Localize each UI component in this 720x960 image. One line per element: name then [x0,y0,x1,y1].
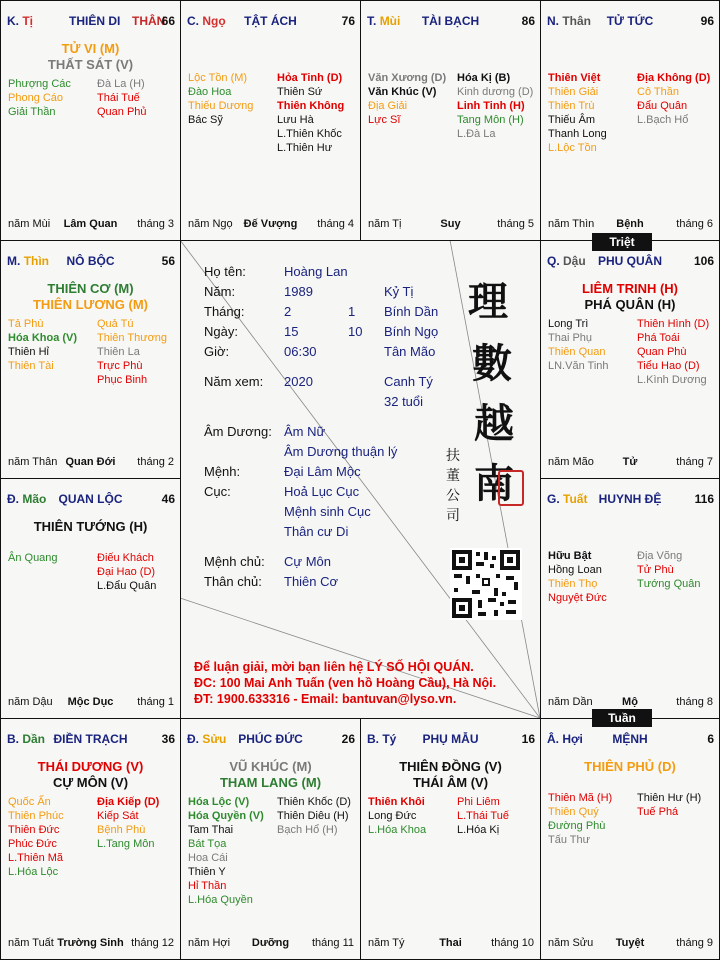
palace-name: PHU QUÂN [597,254,662,268]
minor-stars-left [188,71,253,127]
minor-star: Phượng Các [8,78,71,90]
major-stars [1,41,180,73]
am-duong-value: Âm Nữ [284,424,326,439]
minor-star: Thiên Trù [548,100,595,112]
palace-month: tháng 10 [491,937,534,949]
palace-branch [7,14,33,28]
ngay-am-value: 10 [348,324,363,339]
minor-star: L.Lộc Tồn [548,142,597,154]
palace-age: 76 [341,14,355,28]
than-cu: Thân cư Di [284,524,349,539]
minor-star: Hóa Khoa (V) [8,332,78,344]
major-stars [1,759,180,791]
minor-star: L.Hóa Kị [457,824,500,836]
minor-star: Bạch Hổ (H) [277,824,338,836]
minor-star: L.Thiên Mã [8,852,64,864]
palace-name: QUAN LỘC [58,492,123,506]
minor-star: Thiên Khốc (D) [277,796,351,808]
minor-star: Phi Liêm [457,796,500,808]
minor-star: Tiểu Hao (D) [637,360,700,372]
branch-prefix: Đ. [187,732,199,746]
branch-prefix: B. [7,732,19,746]
minor-star: Điếu Khách [97,552,154,564]
minor-star: Phúc Đức [8,838,57,850]
minor-stars-right [97,77,147,119]
minor-stars-right [637,791,701,819]
branch-name: Sửu [202,732,227,746]
minor-star: Lực Sĩ [368,114,401,126]
minor-star: Hoa Cái [188,852,228,864]
palace-cell-thin [0,240,181,479]
palace-year: năm Dậu [8,696,53,708]
menh-value: Đại Lâm Mộc [284,464,361,479]
palace-year: năm Mão [548,456,594,468]
palace-name: MỆNH [612,732,648,746]
palace-cell-ty2 [360,718,541,960]
minor-star: Bát Tọa [188,838,227,850]
palace-age: 56 [161,254,175,268]
minor-star: Hỉ Thần [188,880,227,892]
minor-star: Quốc Ấn [8,796,51,808]
minor-stars-left [548,317,609,373]
minor-stars-right [277,795,351,837]
minor-star: L.Thiên Khốc [277,128,342,140]
palace-age: 46 [161,492,175,506]
palace-month: tháng 5 [497,218,534,230]
palace-year: năm Tị [368,218,402,230]
branch-prefix: C. [187,14,199,28]
minor-star: Đường Phù [548,820,606,832]
branch-prefix: T. [367,14,377,28]
minor-star: Tam Thai [188,824,234,836]
minor-star: L.Kình Dương [637,374,707,386]
palace-stage: Mộ [622,696,638,708]
minor-star: Tả Phù [8,318,44,330]
palace-month: tháng 11 [311,937,354,949]
minor-star: Thiên Không [277,100,345,112]
minor-star: Thiên Thương [97,332,168,344]
minor-stars-right [97,317,167,387]
minor-stars-left [188,795,264,907]
ho-ten-label: Họ tên: [204,264,246,279]
minor-stars-right [637,549,701,591]
palace-stage: Quan Đới [65,456,116,468]
palace-cell-mui [360,0,541,241]
major-stars [1,281,180,313]
palace-month: tháng 2 [137,456,174,468]
minor-stars-left [8,77,71,119]
minor-stars-left [8,551,58,565]
minor-star: Thiên Tài [8,360,54,372]
minor-star: Thai Phụ [548,332,593,344]
ngay-value: 15 [284,324,299,339]
major-star: THAM LANG (M) [219,775,322,790]
major-stars [361,759,540,791]
palace-year: năm Tuất [8,937,54,949]
minor-star: Hỏa Tinh (D) [277,72,343,84]
major-star: VŨ KHÚC (M) [229,759,312,774]
nam-can-chi: Kỷ Tị [384,284,414,299]
palace-name: NÔ BỘC [66,254,115,268]
major-star: THIÊN PHỦ (D) [584,759,676,774]
palace-month: tháng 4 [317,218,354,230]
major-star: THIÊN CƠ (M) [47,281,134,296]
minor-star: Kiếp Sát [97,810,139,822]
palace-stage: Lâm Quan [63,218,118,230]
branch-name: Thìn [23,254,50,268]
ho-ten-value: Hoàng Lan [284,264,348,279]
minor-star: Thiên Quan [548,346,606,358]
palace-age: 36 [161,732,175,746]
minor-star: Văn Xương (D) [368,72,447,84]
palace-cell-suu [180,718,361,960]
minor-star: Tấu Thư [548,834,591,846]
than-chu-label: Thân chủ: [204,574,262,589]
calligraphy-char-4: 南 [474,460,514,507]
am-duong-detail: Âm Dương thuận lý [284,444,398,459]
branch-prefix: N. [547,14,559,28]
palace-month: tháng 8 [676,696,713,708]
minor-star: L.Thái Tuế [457,810,509,822]
seal-small-text: 扶 董 公 司 [446,448,460,524]
minor-star: Thiên Hình (D) [637,318,710,330]
palace-cell-ty [0,0,181,241]
minor-star: Tử Phù [637,564,674,576]
palace-age: 116 [694,492,714,506]
palace-stage: Tuyệt [615,937,645,949]
am-duong-label: Âm Dương: [204,424,272,439]
minor-stars-left [8,317,77,373]
minor-star: L.Tang Môn [97,838,155,850]
minor-stars-right [637,71,710,127]
minor-stars-left [368,71,446,127]
palace-name: PHỤ MẪU [422,732,479,746]
minor-stars-left [368,795,426,837]
palace-year: năm Thìn [548,218,595,230]
calligraphy-char-1: 理 [468,278,508,325]
calligraphy-char-3: 越 [474,400,514,447]
cuc-relation: Mệnh sinh Cục [284,504,371,519]
minor-star: Thiếu Dương [188,100,254,112]
major-star: THẤT SÁT (V) [47,57,134,72]
minor-star: Kinh dương (D) [457,86,534,98]
palace-year: năm Hợi [188,937,231,949]
minor-star: Thanh Long [548,128,607,140]
palace-age: 16 [521,732,535,746]
major-stars [541,281,719,313]
minor-stars-right [277,71,344,155]
palace-month: tháng 9 [676,937,713,949]
major-star: CỰ MÔN (V) [52,775,129,790]
branch-prefix: K. [7,14,19,28]
minor-star: Quan Phù [637,346,687,358]
palace-name: TẬT ÁCH [244,14,297,28]
ngay-label: Ngày: [204,324,238,339]
palace-stage: Bệnh [616,218,644,230]
minor-star: L.Đẩu Quân [97,580,157,592]
minor-star: L.Hóa Lộc [8,866,59,878]
palace-cell-ngo [180,0,361,241]
nam-value: 1989 [284,284,313,299]
minor-stars-left [548,791,612,847]
minor-star: Thiên Việt [548,72,601,84]
minor-star: Thiên Mã (H) [548,792,613,804]
triet-tag: Triệt [592,233,652,251]
palace-name: THIÊN DI [69,14,121,28]
palace-cell-than_top [540,0,720,241]
minor-star: Phục Binh [97,374,148,386]
thang-value: 2 [284,304,292,319]
palace-name: ĐIỀN TRẠCH [53,732,128,746]
minor-star: Phá Toái [637,332,680,344]
minor-star: Địa Võng [637,550,683,562]
branch-name: Mão [22,492,47,506]
than-marker: THÂN [132,14,166,28]
minor-star: Thiên Khôi [368,796,425,808]
contact-line-2: ĐC: 100 Mai Anh Tuấn (ven hồ Hoàng Cầu), Hà Nội. [194,676,497,690]
tuoi-value: 32 tuổi [384,394,424,409]
nam-xem-value: 2020 [284,374,313,389]
palace-year: năm Mùi [8,218,51,230]
minor-star: Hóa Lộc (V) [188,796,250,808]
minor-star: Bệnh Phù [97,824,146,836]
menh-chu-value: Cự Môn [284,554,331,569]
minor-star: Tang Môn (H) [457,114,524,126]
cuc-value: Hoả Lục Cục [284,484,360,499]
minor-star: Thiên Giải [548,86,599,98]
palace-age: 6 [707,732,714,746]
minor-stars-left [8,795,64,879]
calligraphy-char-2: 數 [472,340,512,387]
nam-xem-label: Năm xem: [204,374,264,389]
palace-month: tháng 3 [137,218,174,230]
palace-cell-dan [0,718,181,960]
branch-prefix: Q. [547,254,560,268]
palace-age: 26 [341,732,355,746]
palace-year: năm Tý [368,937,405,949]
minor-star: Đại Hao (D) [97,566,156,578]
minor-star: Địa Giải [368,100,408,112]
menh-chu-label: Mệnh chủ: [204,554,265,569]
minor-star: L.Hóa Quyền [188,894,253,906]
minor-star: Trực Phù [97,360,143,372]
gio-can-chi: Tân Mão [384,344,436,359]
red-seal-icon [498,470,524,506]
minor-star: Long Đức [368,810,417,822]
major-star: THIÊN ĐỒNG (V) [399,759,502,774]
minor-star: Thiếu Âm [548,114,596,126]
branch-prefix: G. [547,492,560,506]
palace-year: năm Thân [8,456,58,468]
minor-stars-left [548,549,607,605]
minor-star: Giải Thần [8,106,56,118]
minor-star: Lộc Tồn (M) [188,72,248,84]
minor-star: Thiên La [97,346,140,358]
minor-star: Thiên Hỉ [8,346,49,358]
minor-star: Quan Phủ [97,106,147,118]
nam-label: Năm: [204,284,236,299]
minor-star: Văn Khúc (V) [368,86,437,98]
palace-cell-tuat [540,478,720,719]
palace-stage: Dưỡng [251,937,290,949]
branch-name: Ngọ [202,14,226,28]
minor-star: Thiên Y [188,866,226,878]
minor-star: LN.Văn Tinh [548,360,609,372]
minor-star: Phong Cáo [8,92,64,104]
minor-stars-right [457,71,533,141]
center-info-panel [180,240,540,718]
palace-stage: Trường Sinh [57,937,124,949]
palace-year: năm Sửu [548,937,594,949]
branch-name: Tý [382,732,397,746]
branch-name: Hợi [562,732,583,746]
major-star: THÁI ÂM (V) [412,775,489,790]
minor-star: Thiên Hư (H) [637,792,702,804]
minor-star: Thiên Sứ [277,86,323,98]
palace-cell-hoi [540,718,720,960]
minor-star: Hồng Loan [548,564,602,576]
minor-star: Thiên Diêu (H) [277,810,349,822]
minor-stars-right [97,551,156,593]
than-chu-value: Thiên Cơ [284,574,339,589]
palace-stage: Đế Vượng [243,218,298,230]
minor-star: Ân Quang [8,552,58,564]
thang-label: Tháng: [204,304,245,319]
gio-label: Giờ: [204,344,230,359]
minor-stars-left [548,71,607,155]
branch-name: Tị [22,14,34,28]
ngay-can-chi: Bính Ngọ [384,324,439,339]
minor-stars-right [97,795,159,851]
contact-line-3: ĐT: 1900.633316 - Email: bantuvan@lyso.vn. [194,692,457,706]
minor-star: Đẩu Quân [637,100,688,112]
major-star: THIÊN TƯỚNG (H) [33,519,148,534]
major-stars [181,759,360,791]
major-stars [541,759,719,775]
palace-month: tháng 7 [676,456,713,468]
minor-star: Lưu Hà [277,114,314,126]
branch-prefix: Đ. [7,492,19,506]
minor-star: L.Đà La [457,128,496,140]
palace-name: TÀI BẠCH [421,14,480,28]
palace-stage: Mộc Dục [67,696,114,708]
thang-can-chi: Bính Dần [384,304,439,319]
major-star: TỬ VI (M) [61,41,120,56]
minor-stars-right [637,317,709,387]
major-star: THIÊN LƯƠNG (M) [32,297,149,312]
palace-month: tháng 6 [676,218,713,230]
minor-star: Hữu Bật [548,550,592,562]
palace-name: PHÚC ĐỨC [238,732,303,746]
minor-star: Địa Không (D) [637,72,711,84]
menh-label: Mệnh: [204,464,241,479]
minor-star: Tướng Quân [637,578,701,590]
minor-star: Hóa Quyền (V) [188,810,264,822]
minor-star: Linh Tinh (H) [457,100,525,112]
cuc-label: Cục: [204,484,231,499]
thang-am-value: 1 [348,304,356,319]
palace-stage: Suy [440,218,461,230]
palace-stage: Thai [439,937,462,949]
nam-xem-can-chi: Canh Tý [384,374,433,389]
minor-star: Nguyệt Đức [548,592,607,604]
tuan-tag: Tuần [592,709,652,727]
minor-star: Thiên Quý [548,806,599,818]
minor-star: Long Trì [548,318,589,330]
palace-age: 96 [700,14,714,28]
major-star: LIÊM TRINH (H) [581,281,679,296]
branch-name: Mùi [379,14,401,28]
minor-stars-right [457,795,509,837]
minor-star: Đào Hoa [188,86,232,98]
minor-star: Cô Thần [637,86,679,98]
minor-star: Tuế Phá [637,806,679,818]
contact-line-1: Để luận giải, mời bạn liên hệ LÝ SỐ HỘI QUÁN. [194,660,474,674]
branch-prefix: Â. [547,732,559,746]
palace-month: tháng 1 [137,696,174,708]
branch-name: Tuất [563,492,588,506]
minor-star: L.Hóa Khoa [368,824,427,836]
palace-cell-dau [540,240,720,479]
branch-prefix: B. [367,732,379,746]
palace-month: tháng 12 [131,937,174,949]
minor-star: Thiên Thọ [548,578,598,590]
branch-name: Dậu [563,254,586,268]
major-star: PHÁ QUÂN (H) [584,297,676,312]
minor-star: Thái Tuế [97,92,140,104]
palace-age: 86 [521,14,535,28]
minor-star: Thiên Đức [8,824,60,836]
minor-star: L.Bạch Hổ [637,114,689,126]
palace-name: HUYNH ĐỆ [598,492,662,506]
minor-star: Quả Tú [97,318,134,330]
palace-name: TỬ TỨC [606,14,654,28]
minor-star: Địa Kiếp (D) [97,796,160,808]
minor-star: Thiên Phúc [8,810,64,822]
palace-stage: Tử [622,456,638,468]
branch-name: Thân [562,14,592,28]
palace-cell-mao [0,478,181,719]
palace-year: năm Ngọ [188,218,233,230]
minor-star: Hóa Kị (B) [457,72,511,84]
palace-age: 66 [161,14,175,28]
branch-prefix: M. [7,254,21,268]
qr-code-icon [450,548,522,620]
palace-age: 106 [693,254,714,268]
branch-name: Dần [22,732,46,746]
major-star: THÁI DƯƠNG (V) [37,759,144,774]
palace-year: năm Dần [548,696,593,708]
gio-value: 06:30 [284,344,317,359]
major-stars [1,519,180,535]
minor-star: L.Thiên Hư [277,142,333,154]
minor-star: Đà La (H) [97,78,145,90]
minor-star: Bác Sỹ [188,114,223,126]
